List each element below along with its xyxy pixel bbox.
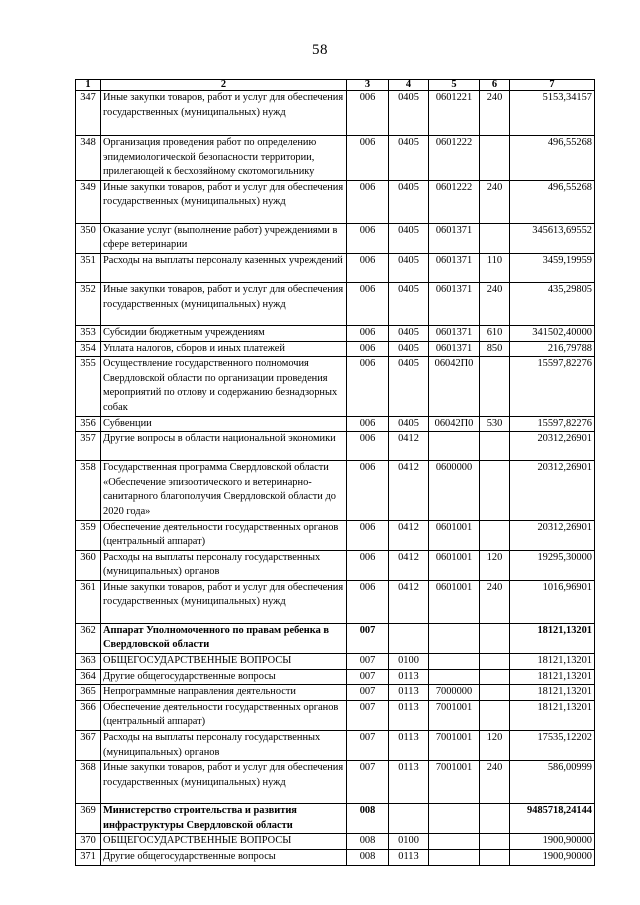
amount: 19295,30000: [510, 550, 595, 580]
table-row: [76, 432, 595, 461]
expense-type-code: [480, 850, 510, 866]
page-number: 58: [312, 42, 328, 58]
target-article-code: 0600000: [429, 461, 480, 520]
target-article-code: 0601222: [429, 180, 480, 223]
admin-code: 006: [347, 580, 389, 623]
amount: 496,55268: [510, 180, 595, 223]
expense-type-code: 120: [480, 731, 510, 761]
table-row: [76, 850, 595, 866]
amount: 18121,13201: [510, 700, 595, 730]
target-article-code: 06042П0: [429, 416, 480, 432]
row-number: 365: [76, 685, 101, 701]
row-number: 354: [76, 341, 101, 357]
row-number: 348: [76, 136, 101, 181]
expense-type-code: [480, 685, 510, 701]
section-code: 0405: [389, 91, 429, 136]
item-name: Оказание услуг (выполнение работ) учреждениями в сфере ветеринарии: [101, 223, 347, 253]
section-code: 0113: [389, 700, 429, 730]
item-name: Другие общегосударственные вопросы: [101, 669, 347, 685]
admin-code: 008: [347, 850, 389, 866]
row-number: 352: [76, 282, 101, 325]
item-name: Иные закупки товаров, работ и услуг для обеспечения государственных (муниципальных) нужд: [101, 580, 347, 623]
column-header: 1: [76, 80, 101, 91]
expense-type-code: [480, 357, 510, 416]
table-row: [76, 136, 595, 181]
admin-code: 007: [347, 731, 389, 761]
expense-type-code: [480, 223, 510, 253]
target-article-code: 0601371: [429, 253, 480, 282]
table-row: [76, 91, 595, 136]
item-name: Непрограммные направления деятельности: [101, 685, 347, 701]
section-code: 0405: [389, 223, 429, 253]
row-number: 367: [76, 731, 101, 761]
admin-code: 006: [347, 253, 389, 282]
table-row: [76, 834, 595, 850]
item-name: Другие общегосударственные вопросы: [101, 850, 347, 866]
table-row: [76, 223, 595, 253]
row-number: 368: [76, 761, 101, 804]
expense-type-code: [480, 654, 510, 670]
amount: 1016,96901: [510, 580, 595, 623]
table-row: [76, 357, 595, 416]
row-number: 349: [76, 180, 101, 223]
admin-code: 006: [347, 325, 389, 341]
amount: 435,29805: [510, 282, 595, 325]
item-name: Субвенции: [101, 416, 347, 432]
amount: 3459,19959: [510, 253, 595, 282]
table-row: [76, 282, 595, 325]
table-row: [76, 325, 595, 341]
table-body: [76, 91, 595, 866]
expense-type-code: [480, 834, 510, 850]
row-number: 355: [76, 357, 101, 416]
target-article-code: 06042П0: [429, 357, 480, 416]
section-code: 0113: [389, 850, 429, 866]
expense-type-code: 850: [480, 341, 510, 357]
admin-code: 006: [347, 520, 389, 550]
section-code: 0412: [389, 550, 429, 580]
amount: 18121,13201: [510, 654, 595, 670]
section-code: 0405: [389, 180, 429, 223]
item-name: Другие вопросы в области национальной экономики: [101, 432, 347, 461]
row-number: 356: [76, 416, 101, 432]
row-number: 347: [76, 91, 101, 136]
item-name: Субсидии бюджетным учреждениям: [101, 325, 347, 341]
section-code: [389, 623, 429, 653]
item-name: Расходы на выплаты персоналу государственных (муниципальных) органов: [101, 550, 347, 580]
amount: 20312,26901: [510, 520, 595, 550]
row-number: 361: [76, 580, 101, 623]
table-row: [76, 550, 595, 580]
row-number: 362: [76, 623, 101, 653]
target-article-code: [429, 623, 480, 653]
item-name: Расходы на выплаты персоналу государственных (муниципальных) органов: [101, 731, 347, 761]
admin-code: 006: [347, 180, 389, 223]
expense-type-code: [480, 700, 510, 730]
row-number: 370: [76, 834, 101, 850]
item-name: Иные закупки товаров, работ и услуг для обеспечения государственных (муниципальных) нужд: [101, 91, 347, 136]
table-row: [76, 416, 595, 432]
target-article-code: [429, 850, 480, 866]
table-row: [76, 761, 595, 804]
item-name: ОБЩЕГОСУДАРСТВЕННЫЕ ВОПРОСЫ: [101, 834, 347, 850]
expense-type-code: 240: [480, 282, 510, 325]
amount: 17535,12202: [510, 731, 595, 761]
section-code: 0412: [389, 432, 429, 461]
admin-code: 007: [347, 700, 389, 730]
expense-type-code: 240: [480, 761, 510, 804]
amount: 345613,69552: [510, 223, 595, 253]
column-header: 7: [510, 80, 595, 91]
amount: 15597,82276: [510, 357, 595, 416]
admin-code: 006: [347, 136, 389, 181]
row-number: 369: [76, 804, 101, 834]
target-article-code: 0601001: [429, 520, 480, 550]
expense-type-code: [480, 623, 510, 653]
amount: 496,55268: [510, 136, 595, 181]
admin-code: 006: [347, 282, 389, 325]
target-article-code: [429, 432, 480, 461]
table-row: [76, 180, 595, 223]
expense-type-code: [480, 669, 510, 685]
amount: 5153,34157: [510, 91, 595, 136]
expense-type-code: 240: [480, 180, 510, 223]
table-row: [76, 461, 595, 520]
row-number: 371: [76, 850, 101, 866]
table-row: [76, 253, 595, 282]
table-row: [76, 700, 595, 730]
expense-type-code: [480, 520, 510, 550]
column-header: 5: [429, 80, 480, 91]
amount: 9485718,24144: [510, 804, 595, 834]
section-code: 0405: [389, 357, 429, 416]
amount: 1900,90000: [510, 850, 595, 866]
item-name: Иные закупки товаров, работ и услуг для обеспечения государственных (муниципальных) нужд: [101, 761, 347, 804]
row-number: 358: [76, 461, 101, 520]
row-number: 360: [76, 550, 101, 580]
amount: 18121,13201: [510, 669, 595, 685]
row-number: 351: [76, 253, 101, 282]
item-name: Иные закупки товаров, работ и услуг для обеспечения государственных (муниципальных) нужд: [101, 180, 347, 223]
target-article-code: 0601371: [429, 341, 480, 357]
amount: 586,00999: [510, 761, 595, 804]
amount: 15597,82276: [510, 416, 595, 432]
table-row: [76, 731, 595, 761]
table-row: [76, 623, 595, 653]
column-header: 6: [480, 80, 510, 91]
table-header-row: [76, 80, 595, 91]
admin-code: 007: [347, 623, 389, 653]
expense-type-code: [480, 432, 510, 461]
target-article-code: 7000000: [429, 685, 480, 701]
item-name: Расходы на выплаты персоналу казенных учреждений: [101, 253, 347, 282]
table-row: [76, 580, 595, 623]
item-name: Обеспечение деятельности государственных органов (центральный аппарат): [101, 520, 347, 550]
admin-code: 006: [347, 550, 389, 580]
admin-code: 006: [347, 91, 389, 136]
column-header: 4: [389, 80, 429, 91]
amount: 20312,26901: [510, 461, 595, 520]
item-name: Организация проведения работ по определению эпидемиологической безопасности территории, прилегающей к бесхозяйному скотомогильнику: [101, 136, 347, 181]
table-row: [76, 669, 595, 685]
item-name: Уплата налогов, сборов и иных платежей: [101, 341, 347, 357]
row-number: 359: [76, 520, 101, 550]
admin-code: 007: [347, 669, 389, 685]
amount: 20312,26901: [510, 432, 595, 461]
item-name: ОБЩЕГОСУДАРСТВЕННЫЕ ВОПРОСЫ: [101, 654, 347, 670]
amount: 18121,13201: [510, 685, 595, 701]
item-name: Осуществление государственного полномочия Свердловской области по организации проведения мероприятий по отлову и содержанию безнадзорных собак: [101, 357, 347, 416]
target-article-code: 7001001: [429, 700, 480, 730]
target-article-code: 0601001: [429, 550, 480, 580]
admin-code: 007: [347, 761, 389, 804]
expense-type-code: 530: [480, 416, 510, 432]
section-code: 0412: [389, 580, 429, 623]
section-code: 0405: [389, 416, 429, 432]
row-number: 366: [76, 700, 101, 730]
section-code: 0405: [389, 325, 429, 341]
section-code: 0405: [389, 341, 429, 357]
item-name: Обеспечение деятельности государственных органов (центральный аппарат): [101, 700, 347, 730]
budget-table: [75, 79, 595, 866]
section-code: 0412: [389, 520, 429, 550]
admin-code: 006: [347, 432, 389, 461]
amount: 341502,40000: [510, 325, 595, 341]
amount: 18121,13201: [510, 623, 595, 653]
section-code: 0113: [389, 731, 429, 761]
row-number: 357: [76, 432, 101, 461]
admin-code: 006: [347, 357, 389, 416]
section-code: 0113: [389, 669, 429, 685]
target-article-code: 0601371: [429, 282, 480, 325]
expense-type-code: [480, 136, 510, 181]
section-code: 0100: [389, 834, 429, 850]
section-code: 0113: [389, 685, 429, 701]
admin-code: 008: [347, 834, 389, 850]
section-code: 0412: [389, 461, 429, 520]
expense-type-code: 120: [480, 550, 510, 580]
row-number: 353: [76, 325, 101, 341]
row-number: 364: [76, 669, 101, 685]
table-row: [76, 654, 595, 670]
target-article-code: [429, 834, 480, 850]
table-row: [76, 804, 595, 834]
target-article-code: 7001001: [429, 731, 480, 761]
target-article-code: 0601371: [429, 223, 480, 253]
target-article-code: 0601001: [429, 580, 480, 623]
expense-type-code: 610: [480, 325, 510, 341]
section-code: 0405: [389, 136, 429, 181]
item-name: Министерство строительства и развития инфраструктуры Свердловской области: [101, 804, 347, 834]
admin-code: 006: [347, 461, 389, 520]
row-number: 350: [76, 223, 101, 253]
admin-code: 006: [347, 416, 389, 432]
expense-type-code: 240: [480, 580, 510, 623]
amount: 216,79788: [510, 341, 595, 357]
admin-code: 006: [347, 223, 389, 253]
expense-type-code: 110: [480, 253, 510, 282]
target-article-code: [429, 669, 480, 685]
target-article-code: [429, 654, 480, 670]
table-row: [76, 520, 595, 550]
row-number: 363: [76, 654, 101, 670]
target-article-code: 0601222: [429, 136, 480, 181]
admin-code: 008: [347, 804, 389, 834]
table-row: [76, 685, 595, 701]
column-header: 2: [101, 80, 347, 91]
section-code: [389, 804, 429, 834]
expense-type-code: 240: [480, 91, 510, 136]
section-code: 0100: [389, 654, 429, 670]
expense-type-code: [480, 804, 510, 834]
table-row: [76, 341, 595, 357]
target-article-code: 0601221: [429, 91, 480, 136]
target-article-code: [429, 804, 480, 834]
item-name: Аппарат Уполномоченного по правам ребенка в Свердловской области: [101, 623, 347, 653]
admin-code: 007: [347, 654, 389, 670]
admin-code: 007: [347, 685, 389, 701]
item-name: Иные закупки товаров, работ и услуг для обеспечения государственных (муниципальных) нужд: [101, 282, 347, 325]
amount: 1900,90000: [510, 834, 595, 850]
section-code: 0405: [389, 282, 429, 325]
target-article-code: 7001001: [429, 761, 480, 804]
target-article-code: 0601371: [429, 325, 480, 341]
item-name: Государственная программа Свердловской области «Обеспечение эпизоотического и ветеринарно-санитарного благополучия Свердловской области до 2020 года»: [101, 461, 347, 520]
column-header: 3: [347, 80, 389, 91]
section-code: 0113: [389, 761, 429, 804]
expense-type-code: [480, 461, 510, 520]
section-code: 0405: [389, 253, 429, 282]
admin-code: 006: [347, 341, 389, 357]
